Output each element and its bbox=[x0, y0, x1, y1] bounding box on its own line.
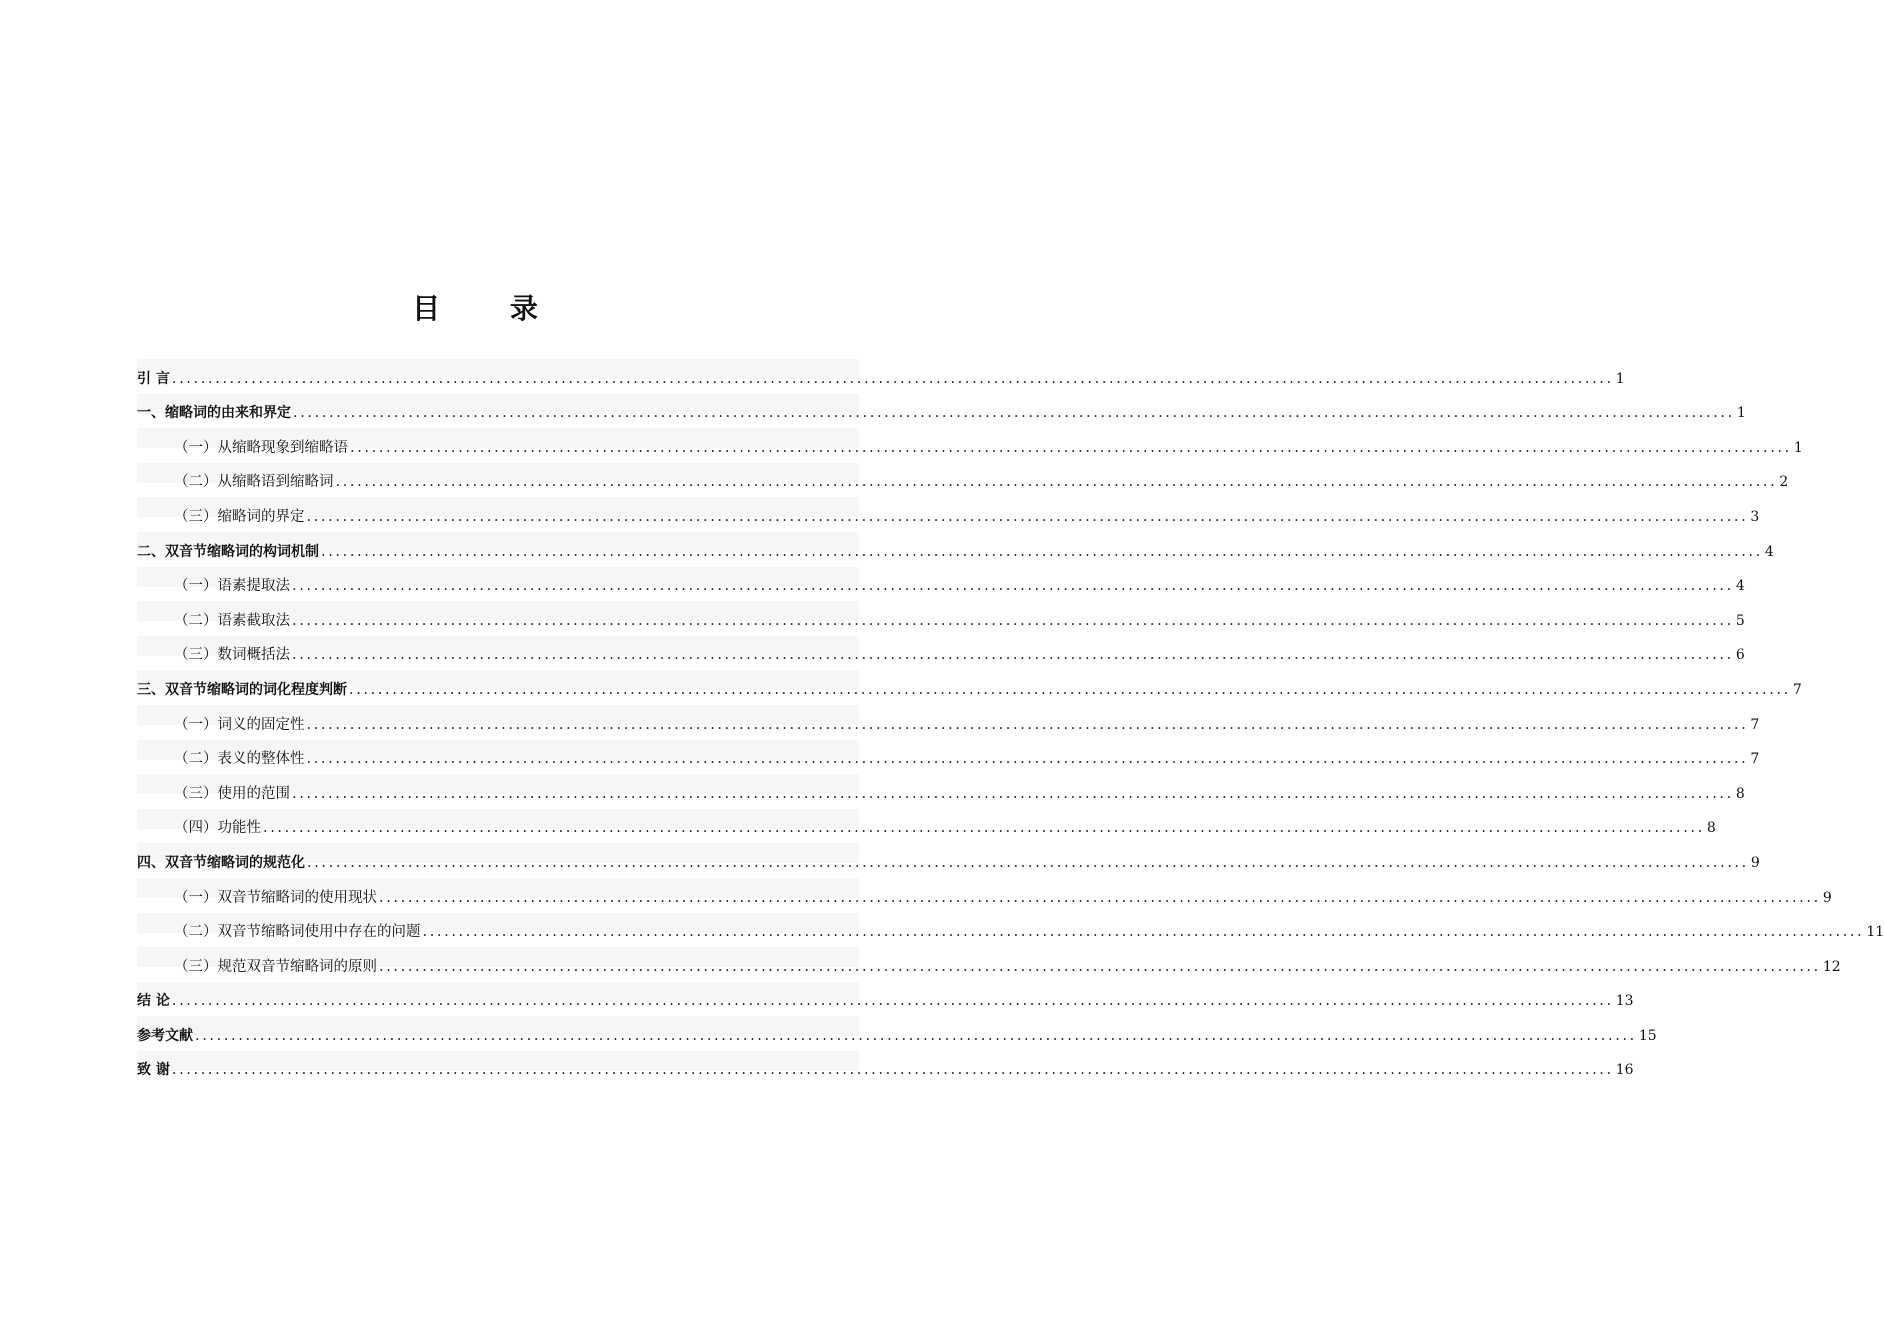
toc-entry-label: （二）表义的整体性 bbox=[174, 751, 305, 768]
toc-entry[interactable] bbox=[137, 978, 1634, 1013]
toc-entry[interactable] bbox=[137, 909, 1884, 944]
toc-leader-dots: ........................................................................................................................................................................................................ bbox=[306, 716, 1749, 733]
toc-leader-dots: ........................................................................................................................................................................................................ bbox=[292, 612, 1734, 629]
toc-entry[interactable] bbox=[137, 424, 1803, 459]
toc-entry[interactable] bbox=[137, 839, 1760, 874]
toc-entry-page: 12 bbox=[1822, 958, 1841, 975]
toc-entry[interactable] bbox=[137, 943, 1841, 978]
toc-leader-dots: ........................................................................................................................................................................................................ bbox=[292, 785, 1734, 802]
toc-leader-dots: ........................................................................................................................................................................................................ bbox=[293, 405, 1735, 422]
toc-entry[interactable] bbox=[137, 770, 1745, 805]
toc-entry-page: 4 bbox=[1764, 543, 1774, 560]
toc-leader-dots: ........................................................................................................................................................................................................ bbox=[379, 889, 1821, 906]
toc-entry-page: 8 bbox=[1735, 785, 1745, 802]
toc-entry[interactable] bbox=[137, 736, 1760, 771]
toc-entry[interactable] bbox=[137, 563, 1745, 598]
toc-entry-label: （三）缩略词的界定 bbox=[174, 508, 305, 525]
table-of-contents bbox=[137, 355, 1884, 1081]
toc-entry[interactable] bbox=[137, 874, 1832, 909]
toc-entry[interactable] bbox=[137, 355, 1625, 390]
toc-entry-label: （二）语素截取法 bbox=[174, 612, 290, 629]
toc-entry-page: 7 bbox=[1792, 681, 1802, 698]
toc-leader-dots: ........................................................................................................................................................................................................ bbox=[335, 474, 1778, 491]
toc-entry-page: 6 bbox=[1735, 647, 1745, 664]
toc-entry-page: 15 bbox=[1638, 1027, 1657, 1044]
toc-leader-dots: ........................................................................................................................................................................................................ bbox=[195, 1027, 1637, 1044]
toc-entry-label: 四、双音节缩略词的规范化 bbox=[137, 854, 305, 871]
toc-leader-dots: ........................................................................................................................................................................................................ bbox=[349, 681, 1791, 698]
toc-entry[interactable] bbox=[137, 597, 1745, 632]
toc-leader-dots: ........................................................................................................................................................................................................ bbox=[292, 578, 1734, 595]
toc-entry-label: 三、双音节缩略词的词化程度判断 bbox=[137, 681, 347, 698]
toc-entry[interactable] bbox=[137, 805, 1716, 840]
toc-leader-dots: ........................................................................................................................................................................................................ bbox=[306, 751, 1749, 768]
toc-entry[interactable] bbox=[137, 493, 1760, 528]
toc-entry[interactable] bbox=[137, 1012, 1657, 1047]
toc-entry-page: 2 bbox=[1779, 474, 1789, 491]
toc-entry-label: （三）规范双音节缩略词的原则 bbox=[174, 958, 377, 975]
toc-entry-page: 5 bbox=[1735, 612, 1745, 629]
toc-leader-dots: ........................................................................................................................................................................................................ bbox=[307, 854, 1749, 871]
toc-entry-page: 7 bbox=[1750, 716, 1760, 733]
toc-entry[interactable] bbox=[137, 528, 1774, 563]
toc-entry-page: 13 bbox=[1615, 993, 1634, 1010]
toc-entry[interactable] bbox=[137, 701, 1760, 736]
toc-entry-page: 1 bbox=[1793, 439, 1803, 456]
toc-entry-label: （二）从缩略语到缩略词 bbox=[174, 474, 334, 491]
toc-entry-page: 7 bbox=[1750, 751, 1760, 768]
toc-entry-page: 8 bbox=[1706, 820, 1716, 837]
toc-leader-dots: ........................................................................................................................................................................................................ bbox=[171, 1062, 1614, 1079]
toc-entry[interactable] bbox=[137, 1047, 1634, 1082]
toc-entry[interactable] bbox=[137, 632, 1745, 667]
toc-entry-page: 11 bbox=[1866, 924, 1884, 941]
toc-entry-label: （四）功能性 bbox=[174, 820, 261, 837]
toc-entry-page: 16 bbox=[1615, 1062, 1634, 1079]
toc-entry-label: 参考文献 bbox=[137, 1027, 193, 1044]
toc-entry-label: （一）双音节缩略词的使用现状 bbox=[174, 889, 377, 906]
toc-entry-label: （一）语素提取法 bbox=[174, 578, 290, 595]
toc-entry-label: （二）双音节缩略词使用中存在的问题 bbox=[174, 924, 421, 941]
toc-leader-dots: ........................................................................................................................................................................................................ bbox=[321, 543, 1763, 560]
toc-entry-page: 1 bbox=[1736, 405, 1746, 422]
toc-entry-label: 引 言 bbox=[137, 370, 170, 387]
toc-entry[interactable] bbox=[137, 459, 1789, 494]
toc-entry-label: 结 论 bbox=[137, 993, 170, 1010]
toc-leader-dots: ........................................................................................................................................................................................................ bbox=[306, 508, 1749, 525]
toc-entry-page: 3 bbox=[1750, 508, 1760, 525]
toc-entry-label: （三）使用的范围 bbox=[174, 785, 290, 802]
toc-leader-dots: ........................................................................................................................................................................................................ bbox=[379, 958, 1821, 975]
toc-leader-dots: ........................................................................................................................................................................................................ bbox=[292, 647, 1734, 664]
toc-leader-dots: ........................................................................................................................................................................................................ bbox=[422, 924, 1865, 941]
toc-entry-page: 9 bbox=[1750, 854, 1760, 871]
toc-entry-page: 4 bbox=[1735, 578, 1745, 595]
toc-entry-page: 9 bbox=[1822, 889, 1832, 906]
toc-entry-label: （一）词义的固定性 bbox=[174, 716, 305, 733]
toc-entry-label: 致 谢 bbox=[137, 1062, 170, 1079]
toc-entry-label: （三）数词概括法 bbox=[174, 647, 290, 664]
toc-entry[interactable] bbox=[137, 666, 1802, 701]
toc-leader-dots: ........................................................................................................................................................................................................ bbox=[350, 439, 1792, 456]
toc-entry-label: 一、缩略词的由来和界定 bbox=[137, 405, 291, 422]
toc-entry-label: 二、双音节缩略词的构词机制 bbox=[137, 543, 319, 560]
toc-entry-page: 1 bbox=[1615, 370, 1625, 387]
toc-title: 目 录 bbox=[412, 291, 568, 325]
toc-entry[interactable] bbox=[137, 390, 1746, 425]
toc-leader-dots: ........................................................................................................................................................................................................ bbox=[171, 993, 1614, 1010]
toc-leader-dots: ........................................................................................................................................................................................................ bbox=[171, 370, 1614, 387]
toc-entry-label: （一）从缩略现象到缩略语 bbox=[174, 439, 348, 456]
toc-leader-dots: ........................................................................................................................................................................................................ bbox=[263, 820, 1705, 837]
